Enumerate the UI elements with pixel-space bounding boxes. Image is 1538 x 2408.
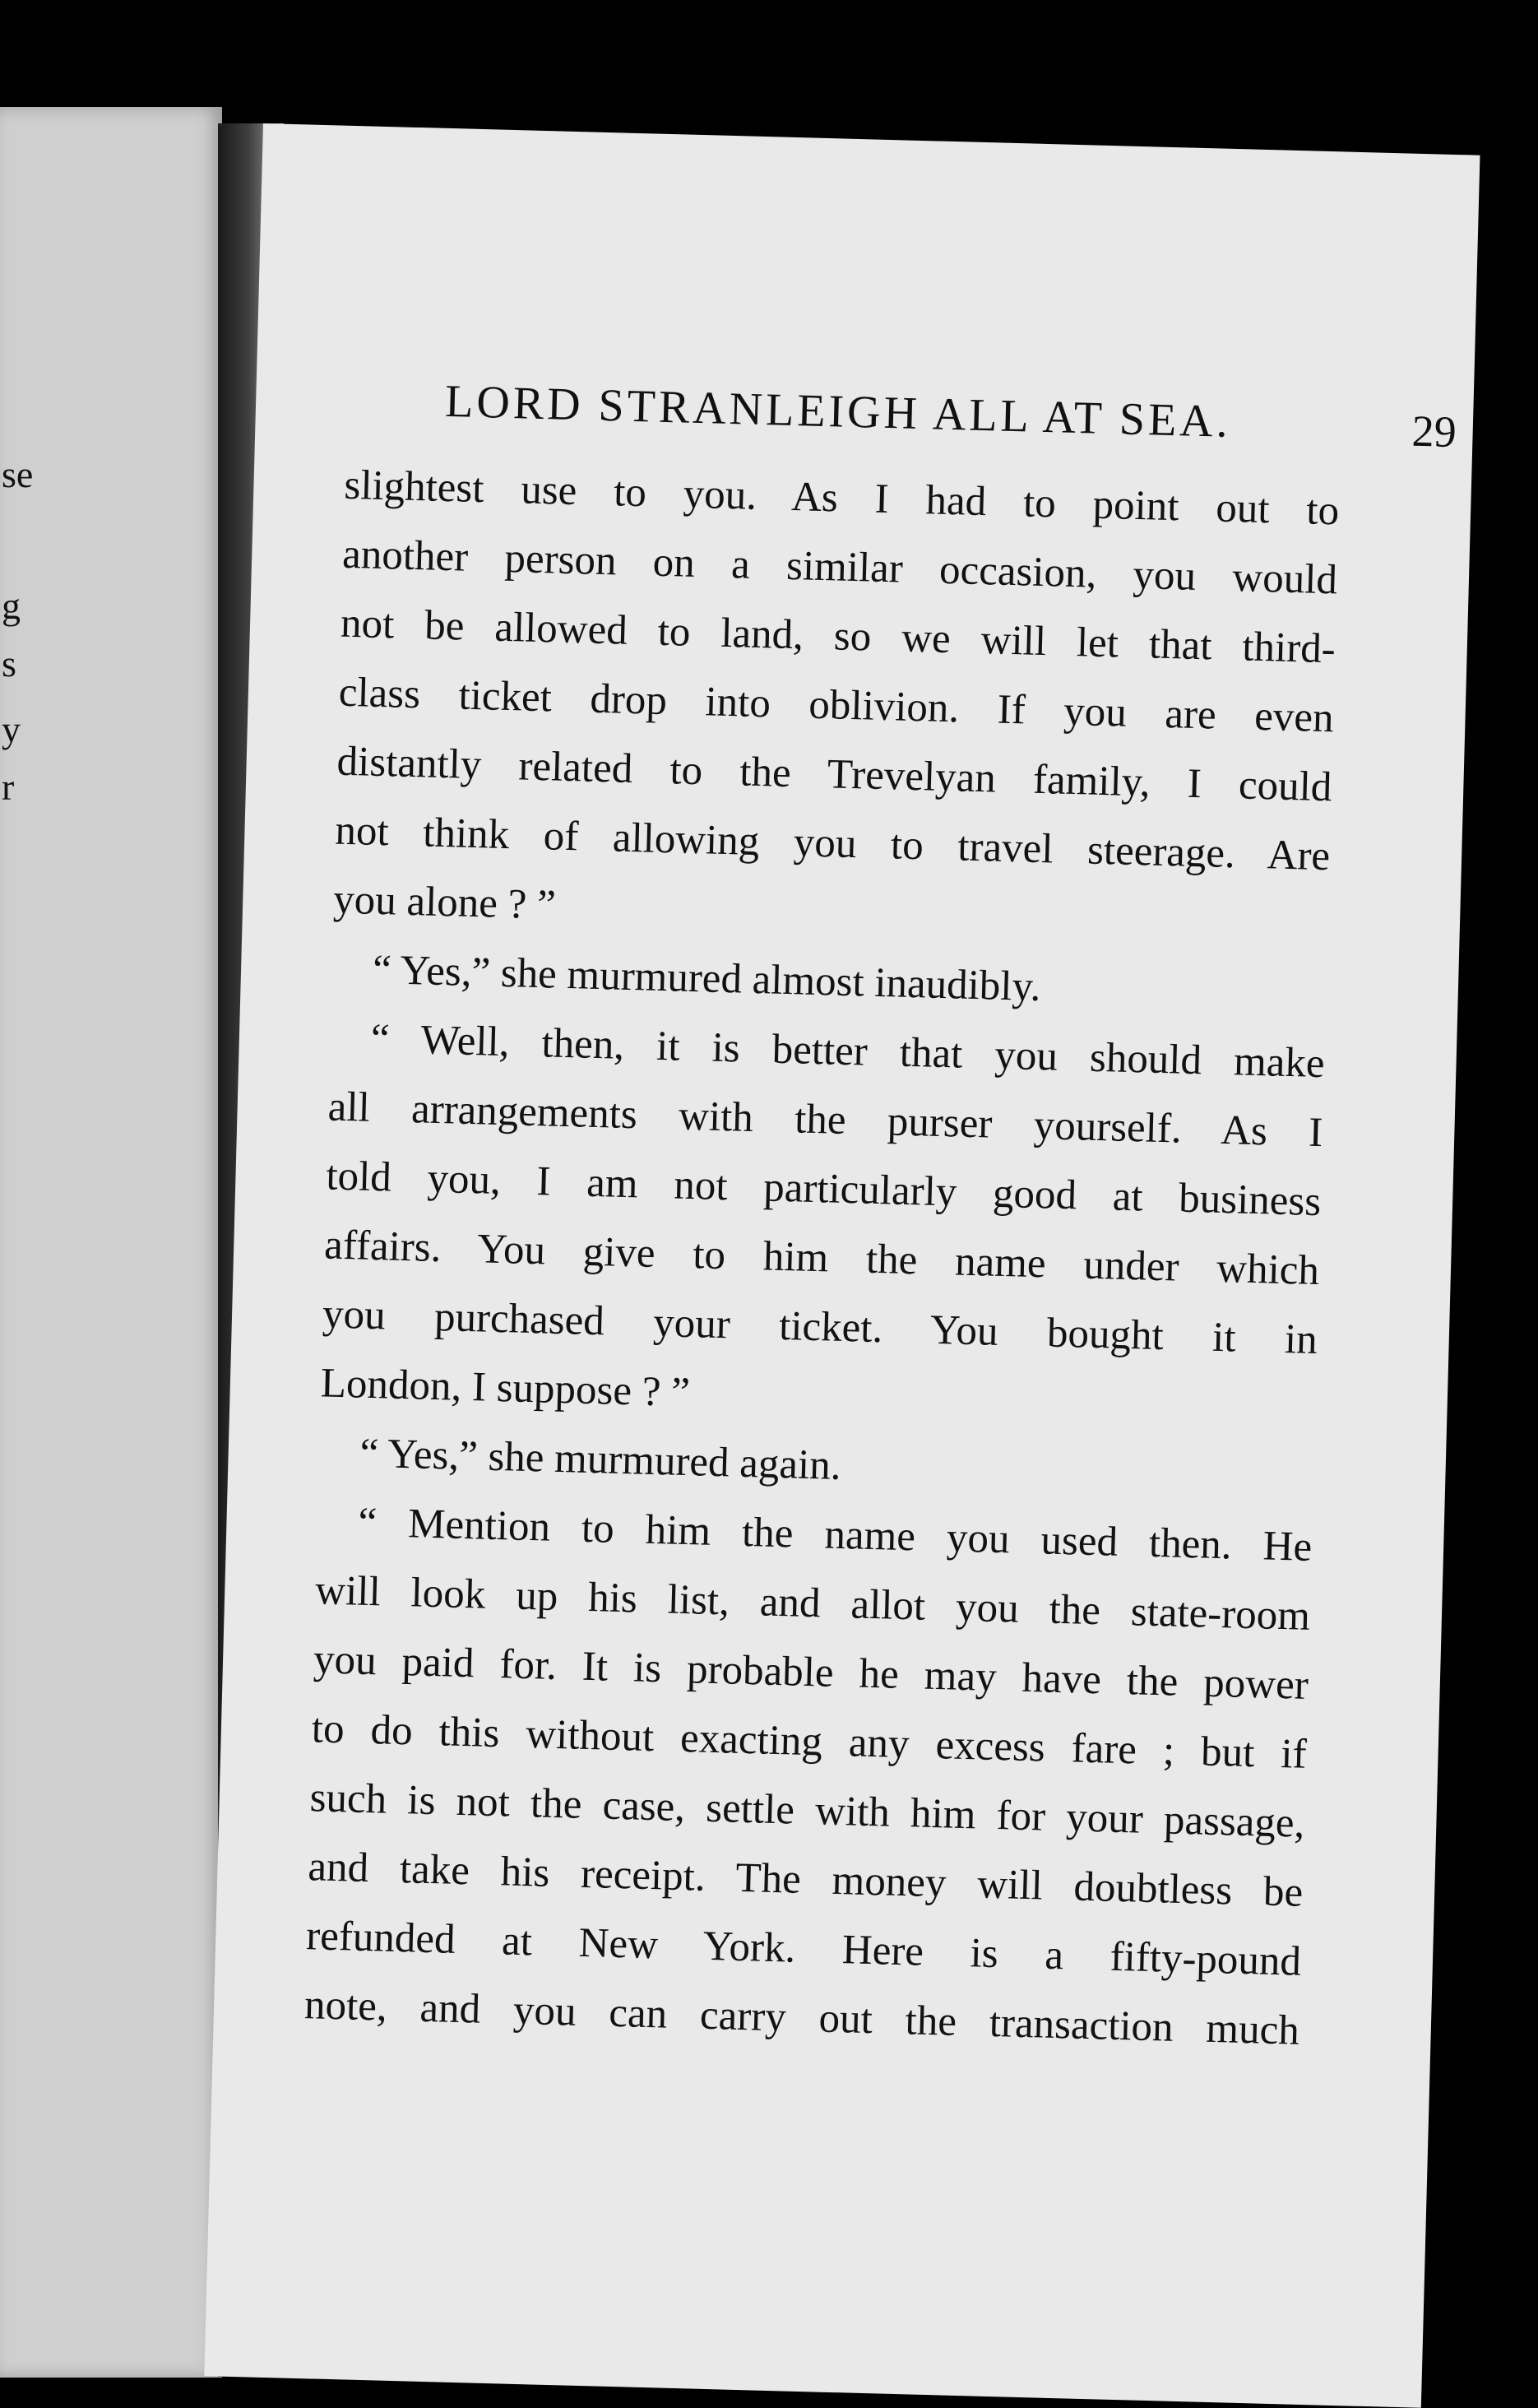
text-line: you alone ? ”	[332, 876, 557, 929]
text-line: not think of allowing you to travel steerage. Are	[334, 807, 1331, 880]
text-line: “ Well, then, it is better that you should make	[370, 1015, 1326, 1088]
page-number: 29	[1411, 406, 1457, 457]
text-line: “ Mention to him the name you used then. He	[357, 1499, 1313, 1571]
text-line: London, I suppose ? ”	[320, 1360, 691, 1417]
text-line: will look up his list, and allot you the state-room	[314, 1567, 1311, 1640]
facing-page-fragment: r	[2, 766, 15, 808]
facing-page-fragment: g	[2, 585, 21, 627]
book-page	[204, 123, 1480, 2408]
text-line: “ Yes,” she murmured again.	[359, 1430, 842, 1489]
running-head: LORD STRANLEIGH ALL AT SEA.	[444, 375, 1232, 448]
facing-page	[0, 107, 222, 2378]
facing-page-fragment: s	[2, 643, 16, 684]
facing-page-fragment: se	[2, 453, 34, 495]
scan-border	[1493, 0, 1538, 2377]
page-header	[444, 375, 1466, 467]
text-line: all arrangements with the purser yourself. As I	[327, 1083, 1324, 1157]
facing-page-fragment: y	[2, 708, 21, 750]
text-line: distantly related to the Trevelyan family, I could	[336, 738, 1333, 811]
text-line: such is not the case, settle with him for your passage,	[309, 1775, 1306, 1847]
body-text	[303, 451, 1340, 2066]
text-line: affairs. You give to him the name under which	[323, 1222, 1320, 1295]
text-line: and take his receipt. The money will doubtless be	[307, 1844, 1304, 1916]
text-line: slightest use to you. As I had to point out to	[343, 462, 1340, 535]
text-line: class ticket drop into oblivion. If you are even	[338, 669, 1335, 742]
text-line: “ Yes,” she murmured almost inaudibly.	[372, 946, 1042, 1011]
text-line: not be allowed to land, so we will let that third-	[340, 600, 1336, 673]
text-line: told you, I am not particularly good at business	[325, 1153, 1322, 1226]
text-line: note, and you can carry out the transaction much	[303, 1982, 1300, 2054]
text-line: you paid for. It is probable he may have the power	[313, 1636, 1309, 1709]
text-line: refunded at New York. Here is a fifty-pound	[305, 1913, 1302, 1985]
text-line: to do this without exacting any excess fare ; but if	[311, 1705, 1308, 1778]
text-line: you purchased your ticket. You bought it in	[322, 1291, 1318, 1364]
text-line: another person on a similar occasion, you would	[341, 531, 1338, 604]
